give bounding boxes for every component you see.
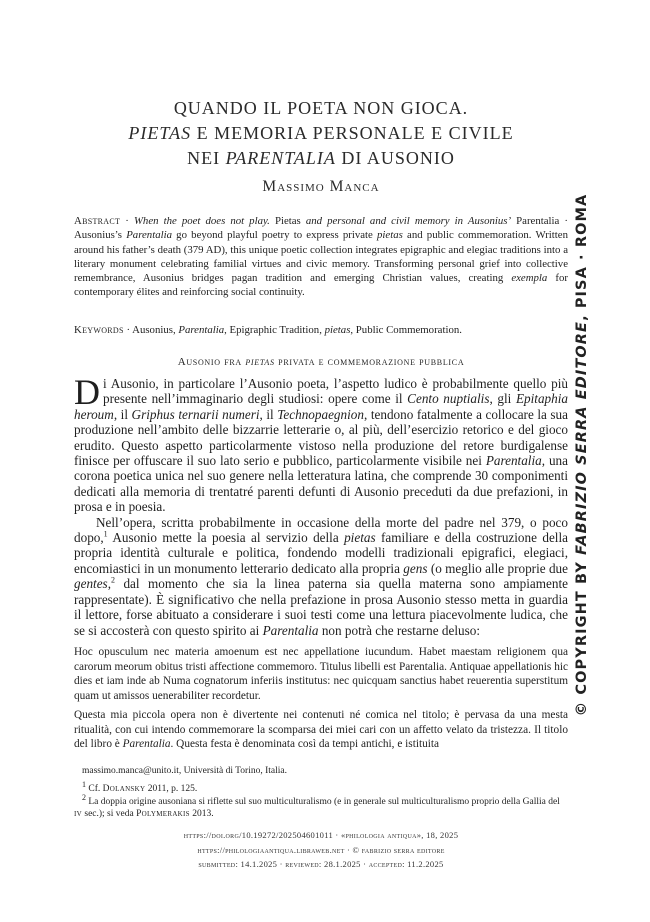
footer-dates: submitted: 14.1.2025 · reviewed: 28.1.2025 · accepted: 11.2.2025 xyxy=(198,859,444,869)
article-title xyxy=(74,96,568,171)
title-line-1: QUANDO IL POETA NON GIOCA. xyxy=(173,98,469,118)
quote-latin: Hoc opusculum nec materia amoenum est nec appellatione iucundum. Habet maestam religionem qua carorum meorum obitus tristi affectione commemoro. Titulus libelli est Parentalia. Antiquae appellationis hic dies et iam inde ab Numa cognatorum inferiis institutus: nec quicquam sanctius habet reuerentia superstitum quam ut amissos uenerabiliter recordetur. xyxy=(74,646,568,702)
footer-doi-link[interactable]: https://doi.org/10.19272/202504601011 · «philologia antiqua», 18, 2025 xyxy=(183,830,459,840)
footnote-ref-1[interactable]: 1 xyxy=(103,529,108,539)
block-quote xyxy=(74,645,568,757)
body-text xyxy=(74,372,569,638)
copyright-sidebar xyxy=(567,193,597,717)
footnote-2: $^2$ La doppia origine ausoniana si riflette sul suo multiculturalismo (e in generale sul multiculturalismo proprio della Gallia del iv sec.); si veda Polymerakis 2013. xyxy=(74,792,560,819)
abstract-label: Abstract xyxy=(74,215,121,227)
section-heading: Ausonio fra pietas privata e commemorazione pubblica xyxy=(177,356,465,368)
abstract: Abstract · When the poet does not play. Pietas and personal and civil memory in Ausonius’ Parentalia · Ausonius’s Parentalia go beyond playful poetry to express private pietas and public commemoration. Written around his father’s death (379 AD), this unique poetic collection integrates epigraphic and elegiac traditions into a literary monument celebrating familial virtues and civic memory. Transforming personal grief into collective remembrance, Ausonius bridges pagan tradition and emerging Christian values, creating exempla for contemporary élites and reinforcing social continuity. xyxy=(74,215,568,299)
footer-journal-link[interactable]: https://philologiaantiqua.libraweb.net · © fabrizio serra editore xyxy=(197,844,445,855)
footnote-1: $^1$ Cf. Dolansky 2011, p. 125. xyxy=(82,780,198,795)
keywords: Keywords · Ausonius, Parentalia, Epigraphic Tradition, pietas, Public Commemoration. xyxy=(74,324,462,336)
title-line-3: NEI PARENTALIA DI AUSONIO xyxy=(187,148,455,168)
footnotes xyxy=(74,765,568,820)
paragraph-1: Di Ausonio, in particolare l’Ausonio poeta, l’aspetto ludico è probabilmente quello più presente nell’immaginario degli studiosi: opere come il Cento nuptialis, gli Epitaphia heroum, il Griphus ternarii numeri, il Technopaegnion, tendono fatalmente a collocare la sua produzione nell’ambito delle bizzarrie letterarie o, al più, dell’esercizio retorico e del gioco erudito. Questo aspetto particolarmente vistoso nella produzione del retore burdigalense finisce per offuscare il suo lato serio e pubblico, particolarmente visibile nei Parentalia, una corona poetica unica nel suo genere nella letteratura latina, che comprende 30 componimenti dedicati alla memoria di trentatré parenti defunti di Ausonio preceduti da due prefazioni, in prosa e in poesia. xyxy=(74,372,569,515)
copyright-text: © COPYRIGHT BY FABRIZIO SERRA EDITORE, PISA · ROMA xyxy=(574,193,590,717)
quote-translation: Questa mia piccola opera non è divertente nei contenuti né comica nel titolo; è pervasa da una mesta ritualità, con cui intendo commemorare la scomparsa dei miei cari con un affetto velato da tristezza. Il titolo del libro è Parentalia. Questa festa è denominata così da tempi antichi, e istituita xyxy=(74,709,568,750)
paragraph-2: Nell’opera, scritta probabilmente in occasione della morte del padre nel 379, o poco dopo,$^1$ Ausonio mette la poesia al servizio della pietas familiare e della costruzione della propria identità culturale e politica, fondendo modelli tradizionali epigrafici, elegiaci, encomiastici in un monumento letterario dedicato alla propria gens (o meglio alle proprie due gentes,$^2$ dal momento che sia la linea paterna sia quella materna sono ampiamente rappresentate). È significativo che nella prefazione in prosa Ausonio stesso metta in guardia il lettore, forse abituato a considerare i suoi testi come una lettura piacevolmente ludica, che se si accosterà con questo spirito ai Parentalia non potrà che restarne deluso: xyxy=(74,514,568,638)
page-footer xyxy=(74,828,568,872)
author-name: Massimo Manca xyxy=(262,178,380,195)
title-line-2: PIETAS E MEMORIA PERSONALE E CIVILE xyxy=(128,123,514,143)
author-affiliation: massimo.manca@unito.it, Università di Torino, Italia. xyxy=(82,766,287,776)
drop-cap: D xyxy=(74,372,100,412)
footnote-ref-2[interactable]: 2 xyxy=(111,575,115,585)
keywords-label: Keywords xyxy=(74,324,124,336)
